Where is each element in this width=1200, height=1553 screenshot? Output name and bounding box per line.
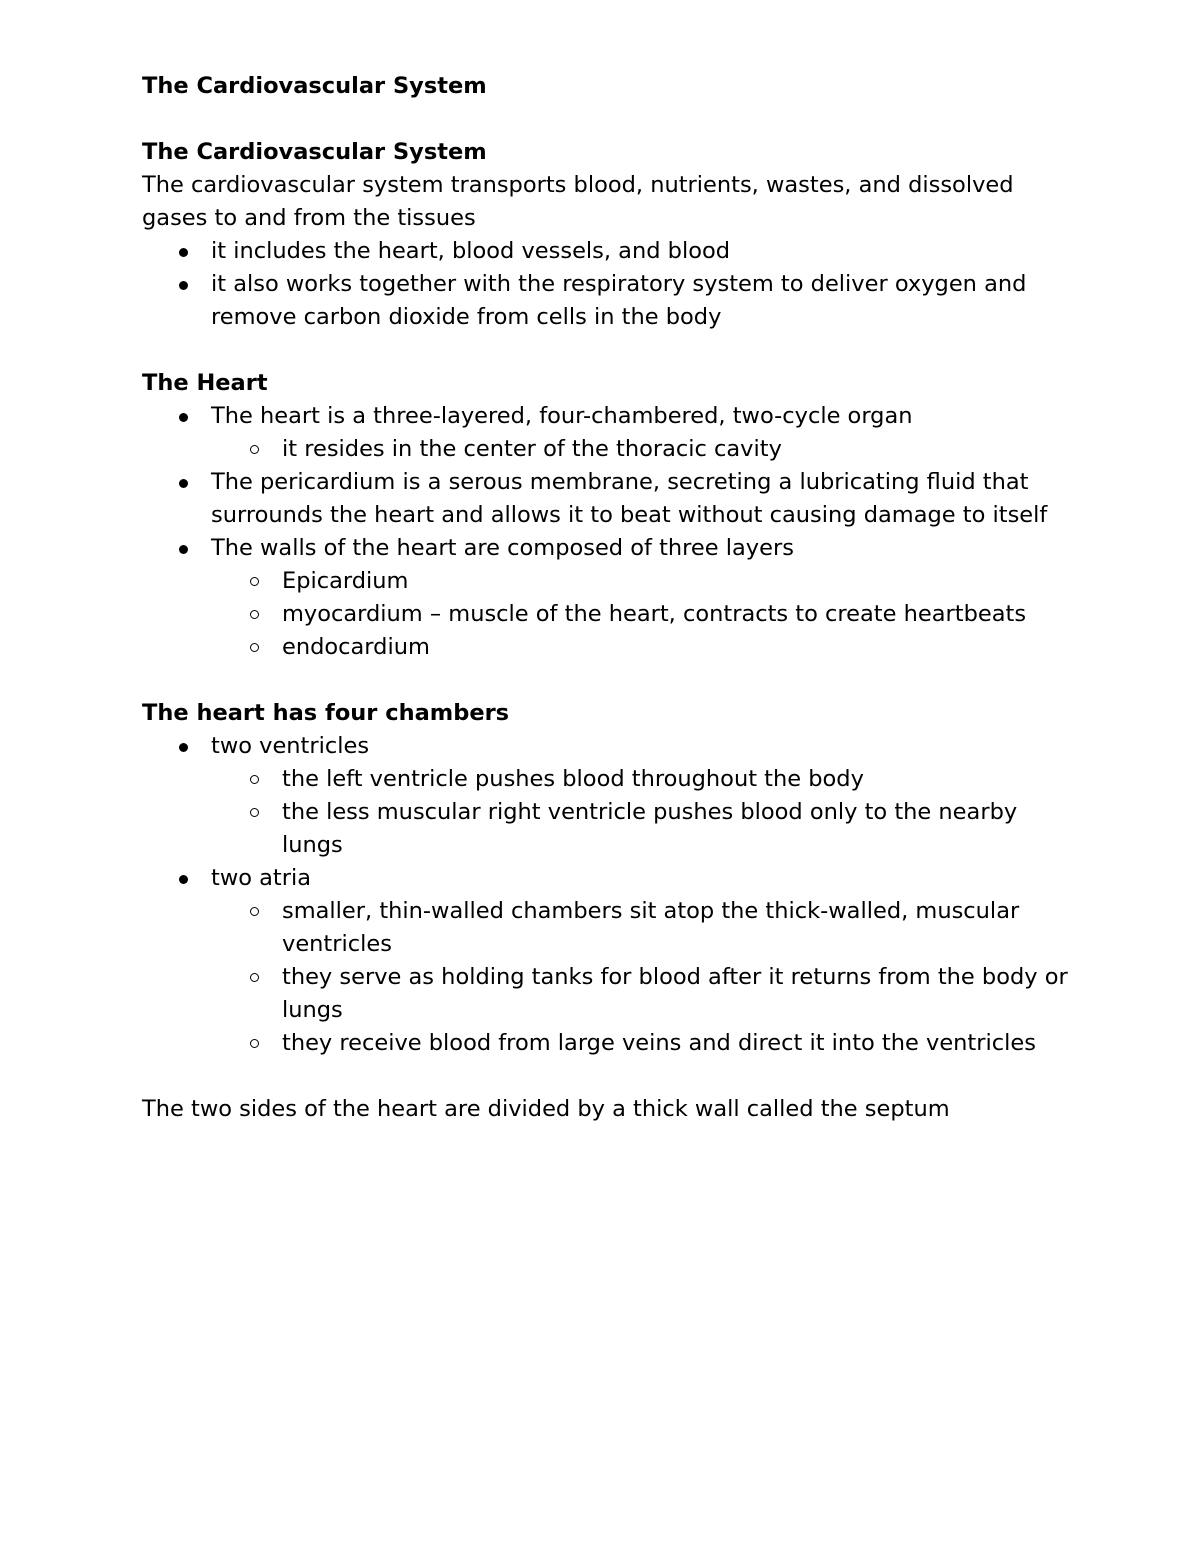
hollow-bullet-icon [250,445,259,454]
sub-list-item-text: it resides in the center of the thoracic cavity [282,436,782,462]
bullet-icon [179,413,188,422]
hollow-bullet-icon [250,808,259,817]
hollow-bullet-icon [250,775,259,784]
sub-list-item-text: they receive blood from large veins and direct it into the ventricles [282,1030,1036,1056]
sub-list-item [142,796,1072,862]
list-item-text: The walls of the heart are composed of three layers [211,535,794,561]
sub-list-item-text: the left ventricle pushes blood throughout the body [282,766,864,792]
list-item [142,532,1072,565]
cardiovascular-list [142,235,1072,334]
list-item-text: two atria [211,865,312,891]
sub-list-item-text: Epicardium [282,568,409,594]
sub-list-item-text: they serve as holding tanks for blood after it returns from the body or lungs [282,964,1068,1023]
sub-list-item [142,1027,1072,1060]
cardiovascular-intro: The cardiovascular system transports blood, nutrients, wastes, and dissolved gases to and from the tissues [142,172,1014,231]
bullet-icon [179,281,188,290]
heart-list [142,400,1072,664]
section-heading-heart: The Heart [142,370,268,396]
list-item-text: The pericardium is a serous membrane, secreting a lubricating fluid that surrounds the heart and allows it to beat without causing damage to itself [211,469,1048,528]
document-body [142,70,1072,1126]
list-item [142,730,1072,763]
list-item [142,235,1072,268]
spacer [142,103,1072,136]
bullet-icon [179,545,188,554]
sub-list-item [142,895,1072,961]
hollow-bullet-icon [250,907,259,916]
list-item-text: it includes the heart, blood vessels, and blood [211,238,731,264]
closing-paragraph: The two sides of the heart are divided by a thick wall called the septum [142,1096,950,1122]
sub-list-item-text: endocardium [282,634,430,660]
list-item [142,862,1072,895]
sub-list-item [142,598,1072,631]
spacer [142,664,1072,697]
list-item [142,400,1072,433]
list-item-text: two ventricles [211,733,370,759]
bullet-icon [179,875,188,884]
sub-list-item-text: the less muscular right ventricle pushes blood only to the nearby lungs [282,799,1018,858]
bullet-icon [179,479,188,488]
bullet-icon [179,248,188,257]
hollow-bullet-icon [250,610,259,619]
sub-list-item [142,565,1072,598]
hollow-bullet-icon [250,577,259,586]
spacer [142,334,1072,367]
spacer [142,1060,1072,1093]
list-item-text: The heart is a three-layered, four-chambered, two-cycle organ [211,403,913,429]
sub-list-item-text: smaller, thin-walled chambers sit atop the thick-walled, muscular ventricles [282,898,1020,957]
sub-list-item [142,961,1072,1027]
list-item [142,466,1072,532]
section-heading-cardiovascular: The Cardiovascular System [142,139,487,165]
bullet-icon [179,743,188,752]
section-heading-chambers: The heart has four chambers [142,700,510,726]
sub-list-item [142,433,1072,466]
document-title: The Cardiovascular System [142,73,487,99]
hollow-bullet-icon [250,643,259,652]
sub-list-item [142,763,1072,796]
list-item-text: it also works together with the respiratory system to deliver oxygen and remove carbon dioxide from cells in the body [211,271,1027,330]
hollow-bullet-icon [250,1039,259,1048]
chambers-list [142,730,1072,1060]
sub-list-item [142,631,1072,664]
sub-list-item-text: myocardium – muscle of the heart, contracts to create heartbeats [282,601,1027,627]
list-item [142,268,1072,334]
hollow-bullet-icon [250,973,259,982]
